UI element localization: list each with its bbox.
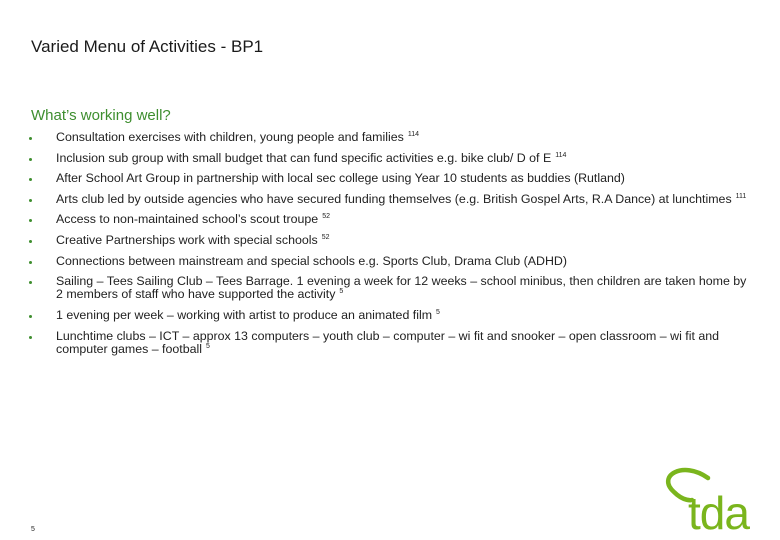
slide-subtitle: What’s working well? — [31, 107, 171, 124]
page-number: 5 — [31, 526, 35, 533]
reference-number: 5 — [339, 288, 344, 296]
bullet-item — [29, 255, 749, 268]
bullet-text: Inclusion sub group with small budget that can fund specific activities e.g. bike club/ D of E — [56, 150, 552, 165]
reference-number: 114 — [555, 151, 567, 159]
reference-number: 5 — [436, 308, 440, 316]
bullet-item — [29, 275, 749, 301]
reference-number: 114 — [407, 131, 419, 138]
tda-logo — [648, 462, 766, 534]
bullet-item — [29, 131, 749, 144]
logo-wordmark: tda — [688, 487, 749, 534]
bullet-text: Consultation exercises with children, young people and families — [56, 130, 404, 144]
bullet-text: Creative Partnerships work with special schools — [56, 232, 318, 247]
reference-number: 52 — [321, 233, 330, 241]
bullet-item — [29, 309, 749, 322]
slide-title: Varied Menu of Activities - BP1 — [31, 37, 264, 56]
bullet-item — [29, 213, 749, 226]
bullet-item — [29, 193, 749, 206]
bullet-item — [29, 152, 749, 165]
bullet-text: After School Art Group in partnership with local sec college using Year 10 students as buddies (Rutland) — [56, 171, 625, 186]
bullet-text: 1 evening per week – working with artist to produce an animated film — [56, 307, 433, 322]
bullet-text: Access to non-maintained school’s scout troupe — [56, 212, 319, 227]
reference-number: 52 — [322, 213, 330, 221]
bullet-text: Lunchtime clubs – ICT – approx 13 computers – youth club – computer – wi fit and snooker – open classroom – wi fit and computer games – football — [56, 328, 720, 356]
bullet-item — [29, 330, 749, 356]
bullet-item — [29, 234, 749, 247]
bullet-text: Sailing – Tees Sailing Club – Tees Barrage. 1 evening a week for 12 weeks – school minibus, then children are taken home by 2 members of staff who have supported the activity — [56, 274, 747, 302]
reference-number: 111 — [735, 192, 747, 200]
bullet-item — [29, 172, 749, 185]
bullet-text: Connections between mainstream and special schools e.g. Sports Club, Drama Club (ADHD) — [56, 253, 567, 268]
bullet-list — [29, 131, 749, 363]
bullet-text: Arts club led by outside agencies who have secured funding themselves (e.g. British Gospel Arts, R.A Dance) at lunchtimes — [56, 191, 732, 206]
reference-number: 5 — [206, 342, 210, 350]
